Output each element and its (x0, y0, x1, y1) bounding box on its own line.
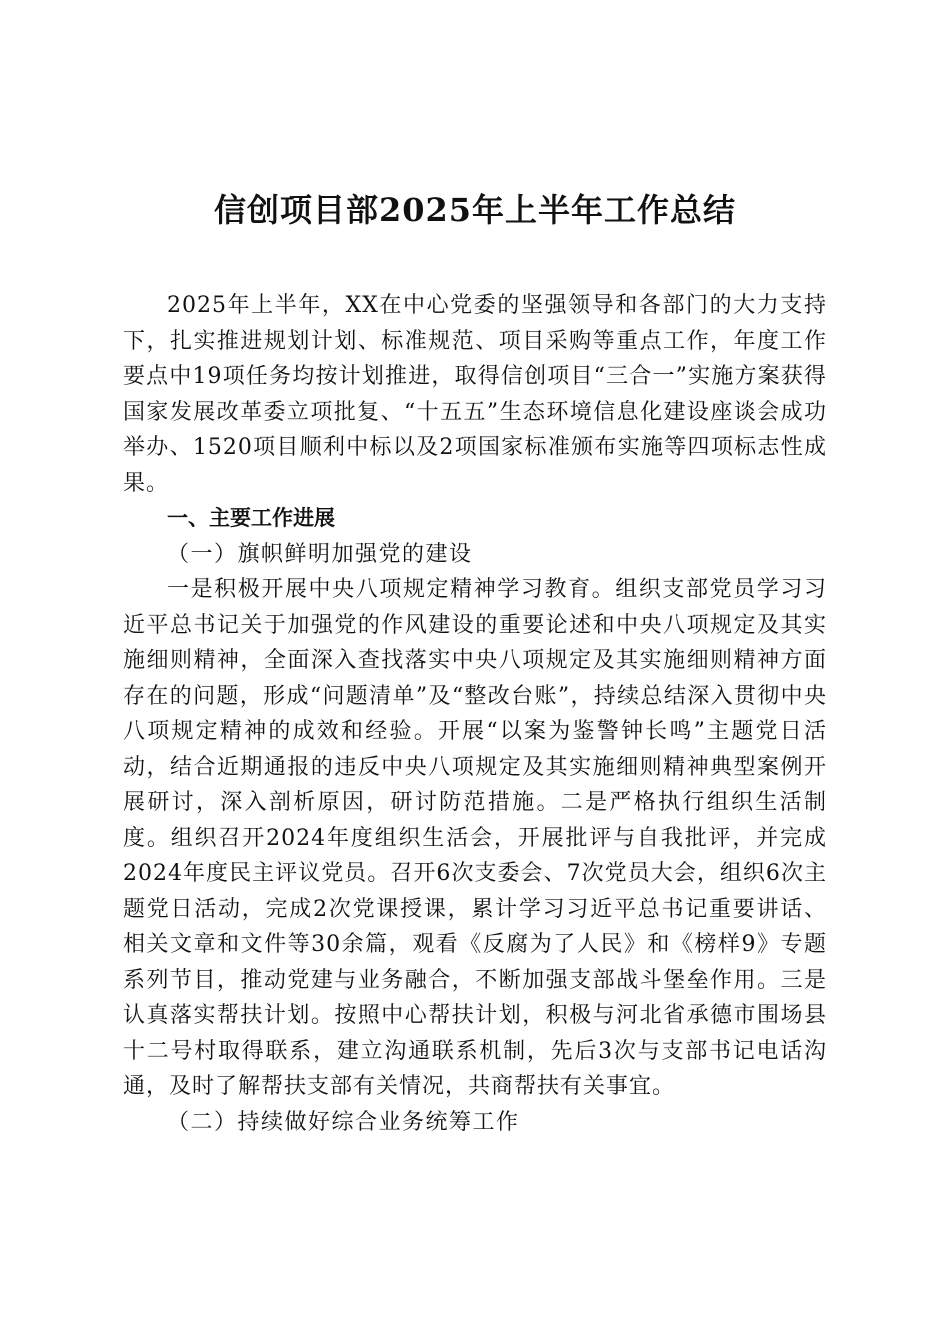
party-building-paragraph: 一是积极开展中央八项规定精神学习教育。组织支部党员学习习近平总书记关于加强党的作风建设的重要论述和中央八项规定及其实施细则精神，全面深入查找落实中央八项规定及其实施细则精神方面存在的问题，形成“问题清单”及“整改台账”，持续总结深入贯彻中央八项规定精神的成效和经验。开展“以案为鉴警钟长鸣”主题党日活动，结合近期通报的违反中央八项规定及其实施细则精神典型案例开展研讨，深入剖析原因，研讨防范措施。二是严格执行组织生活制度。组织召开2024年度组织生活会，开展批评与自我批评，并完成2024年度民主评议党员。召开6次支委会、7次党员大会，组织6次主题党日活动，完成2次党课授课，累计学习习近平总书记重要讲话、相关文章和文件等30余篇，观看《反腐为了人民》和《榜样9》专题系列节目，推动党建与业务融合，不断加强支部战斗堡垒作用。三是认真落实帮扶计划。按照中心帮扶计划，积极与河北省承德市围场县十二号村取得联系，建立沟通联系机制，先后3次与支部书记电话沟通，及时了解帮扶支部有关情况，共商帮扶有关事宜。 (123, 577, 827, 1099)
document-body (123, 288, 827, 1140)
intro-paragraph: 2025年上半年，XX在中心党委的坚强领导和各部门的大力支持下，扎实推进规划计划、标准规范、项目采购等重点工作，年度工作要点中19项任务均按计划推进，取得信创项目“三合一”实施方案获得国家发展改革委立项批复、“十五五”生态环境信息化建设座谈会成功举办、1520项目顺利中标以及2项国家标准颁布实施等四项标志性成果。 (123, 293, 827, 496)
subsection-heading-party-building: （一）旗帜鲜明加强党的建设 (167, 541, 473, 567)
subsection-heading-business-coordination: （二）持续做好综合业务统筹工作 (167, 1109, 520, 1135)
document-title: 信创项目部2025年上半年工作总结 (213, 191, 737, 229)
section-heading-main-progress: 一、主要工作进展 (167, 506, 335, 530)
